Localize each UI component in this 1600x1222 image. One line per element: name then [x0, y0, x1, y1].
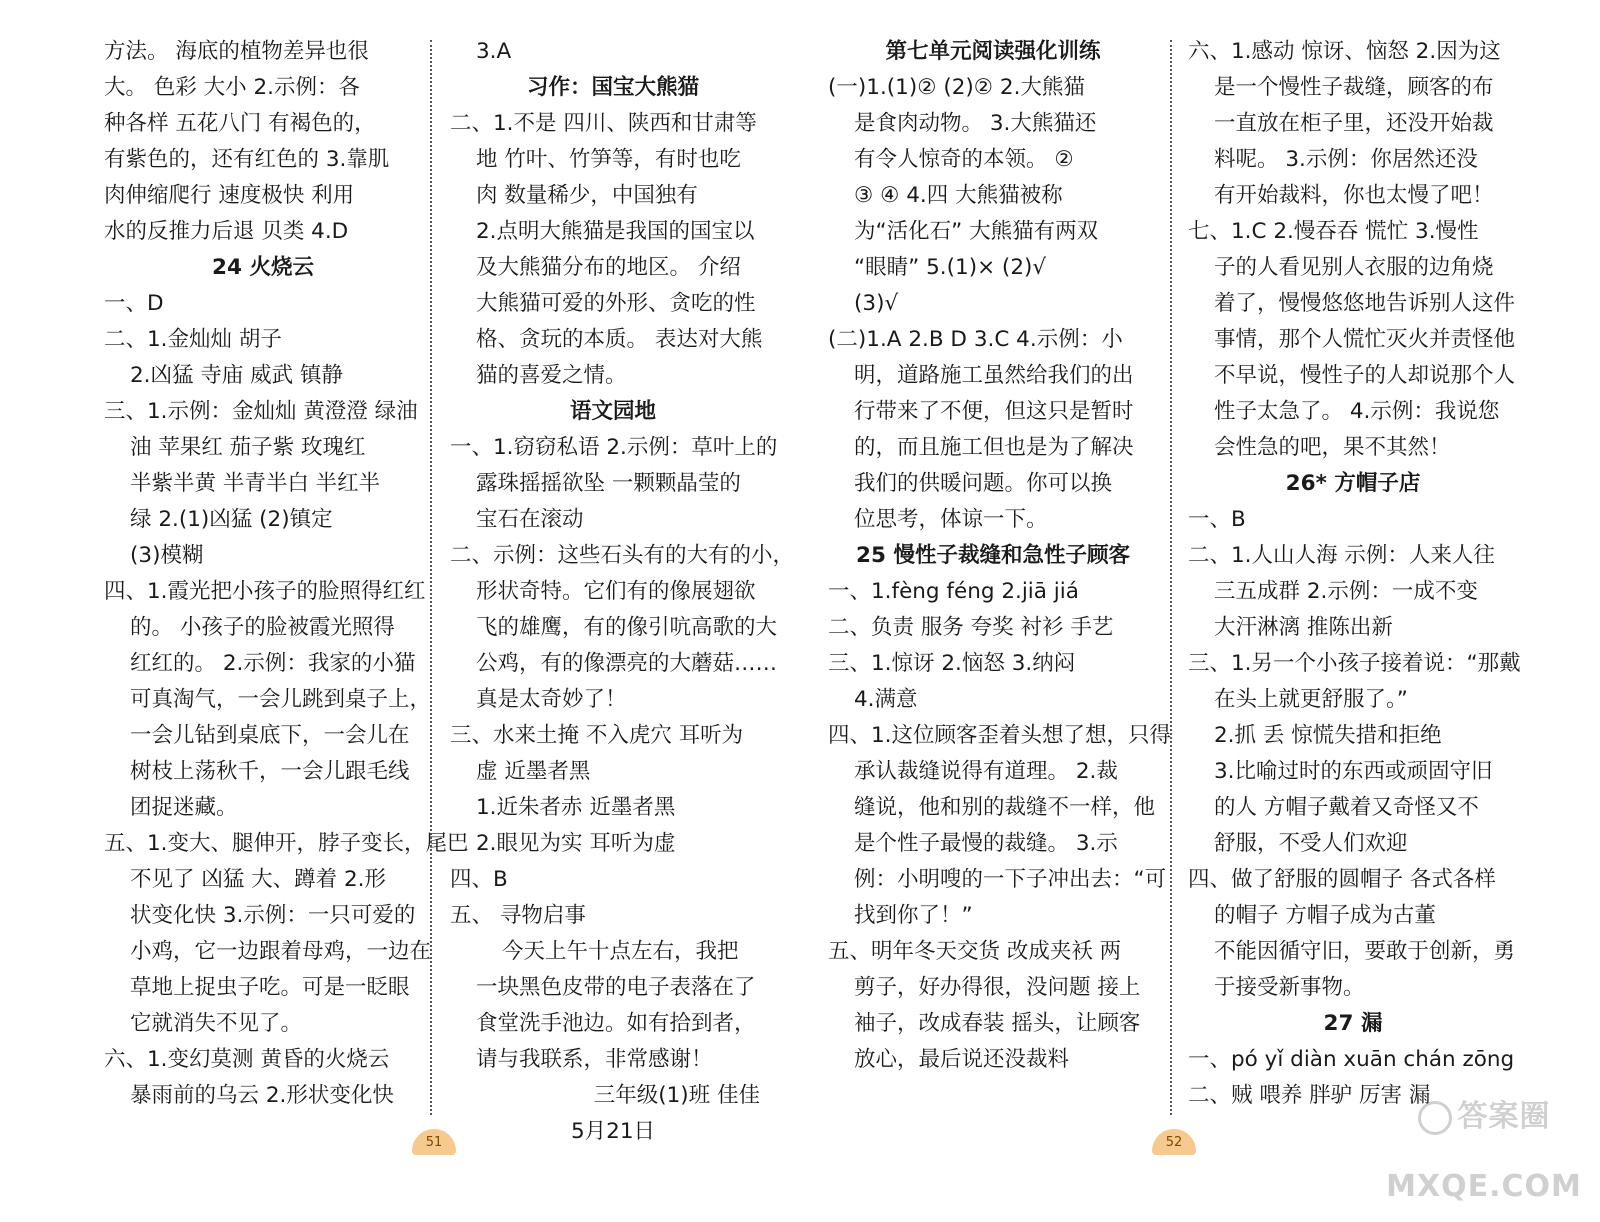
answer-line: 有紫色的，还有红色的 3.靠肌 [104, 147, 390, 172]
answer-line: 五、明年冬天交货 改成夹袄 两 [828, 939, 1122, 964]
answer-line: 一、1.fèng féng 2.jiā jiá [828, 579, 1079, 604]
answer-line: 袖子，改成春装 摇头，让顾客 [854, 1011, 1141, 1036]
answer-line: 宝石在滚动 [476, 507, 584, 532]
answer-line: 六、1.感动 惊讶、恼怒 2.因为这 [1188, 39, 1501, 64]
answer-line: 食堂洗手池边。如有拾到者， [476, 1011, 756, 1036]
answer-line: 三、1.惊讶 2.恼怒 3.纳闷 [828, 651, 1076, 676]
answer-line: 方法。 海底的植物差异也很 [104, 39, 369, 64]
answer-line: 不见了 凶猛 大、蹲着 2.形 [130, 867, 387, 892]
answer-line: 找到你了！” [854, 903, 973, 928]
answer-line: 它就消失不见了。 [130, 1011, 303, 1036]
section-heading: 24 火烧云 [212, 255, 314, 280]
answer-line: 二、1.人山人海 示例：人来人往 [1188, 543, 1495, 568]
answer-line: 五、1.变大、腿伸开，脖子变长，尾巴 [104, 831, 469, 856]
answer-line: 暴雨前的乌云 2.形状变化快 [130, 1083, 394, 1108]
answer-line: 位思考，体谅一下。 [854, 507, 1048, 532]
answer-line: 事情，那个人慌忙灭火并责怪他 [1214, 327, 1516, 352]
answer-line: 猫的喜爱之情。 [476, 363, 627, 388]
answer-line: 红红的。 2.示例：我家的小猫 [130, 651, 416, 676]
section-heading: 习作：国宝大熊猫 [526, 75, 699, 100]
answer-line: 大。 色彩 大小 2.示例：各 [104, 75, 361, 100]
answer-line: (一)1.(1)② (2)② 2.大熊猫 [828, 75, 1085, 100]
answer-line: 承认裁缝说得有道理。 2.裁 [854, 759, 1118, 784]
answer-line: 于接受新事物。 [1214, 975, 1365, 1000]
answer-line: 可真淘气，一会儿跳到桌子上， [130, 687, 432, 712]
answer-line: 半紫半黄 半青半白 半红半 [130, 471, 381, 496]
answer-line: 一、1.窃窃私语 2.示例：草叶上的 [450, 435, 778, 460]
answer-line: 六、1.变幻莫测 黄昏的火烧云 [104, 1047, 390, 1072]
answer-line: 肉 数量稀少，中国独有 [476, 183, 698, 208]
right-page-column-1 [828, 34, 1172, 1078]
answer-line: 五、 寻物启事 [450, 903, 586, 928]
watermark [1368, 1082, 1600, 1204]
answer-line: 是个性子最慢的裁缝。 3.示 [854, 831, 1118, 856]
answer-line: 请与我联系，非常感谢！ [476, 1047, 713, 1072]
answer-line: ③ ④ 4.四 大熊猫被称 [854, 183, 1063, 208]
answer-line: “眼睛” 5.(1)× (2)√ [854, 255, 1047, 280]
answer-line: 二、负责 服务 夸奖 衬衫 手艺 [828, 615, 1114, 640]
column-divider-left [430, 40, 432, 1115]
answer-line: 4.满意 [854, 687, 918, 712]
answer-line: 3.比喻过时的东西或顽固守旧 [1214, 759, 1493, 784]
answer-line: 2.凶猛 寺庙 威武 镇静 [130, 363, 344, 388]
answer-line: 格、贪玩的本质。 表达对大熊 [476, 327, 763, 352]
answer-line: 三、水来土掩 不入虎穴 耳听为 [450, 723, 744, 748]
answer-line: 形状奇特。它们有的像展翅欲 [476, 579, 756, 604]
section-heading: 语文园地 [569, 399, 656, 424]
answer-line: 放心，最后说还没裁料 [854, 1047, 1070, 1072]
answer-line: 是食肉动物。 3.大熊猫还 [854, 111, 1097, 136]
answer-line: 不早说，慢性子的人却说那个人 [1214, 363, 1516, 388]
answer-line: 油 苹果红 茄子紫 玫瑰红 [130, 435, 366, 460]
answer-line: 公鸡，有的像漂亮的大蘑菇…… [476, 651, 778, 676]
answer-line: 5月21日 [570, 1119, 656, 1144]
answer-line: 团捉迷藏。 [130, 795, 238, 820]
answer-line: 种各样 五花八门 有褐色的， [104, 111, 376, 136]
answer-line: 子的人看见别人衣服的边角烧 [1214, 255, 1494, 280]
answer-line: 在头上就更舒服了。” [1214, 687, 1408, 712]
answer-line: 三年级(1)班 佳佳 [593, 1083, 760, 1108]
answer-line: 的。 小孩子的脸被霞光照得 [130, 615, 395, 640]
answer-line: 四、1.霞光把小孩子的脸照得红红 [104, 579, 426, 604]
answer-line: 例：小明嗖的一下子冲出去：“可 [854, 867, 1167, 892]
page-number-right: 52 [1152, 1129, 1196, 1155]
answer-line: 二、贼 喂养 胖驴 厉害 漏 [1188, 1083, 1431, 1108]
answer-line: 四、做了舒服的圆帽子 各式各样 [1188, 867, 1496, 892]
watermark-text: 答案圈 MXQE.COM [1386, 1099, 1582, 1204]
page-number-left: 51 [412, 1129, 456, 1155]
answer-line: 料呢。 3.示例：你居然还没 [1214, 147, 1478, 172]
answer-line: 露珠摇摇欲坠 一颗颗晶莹的 [476, 471, 741, 496]
answer-line: 一、B [1188, 507, 1246, 532]
answer-line: 舒服，不受人们欢迎 [1214, 831, 1408, 856]
answer-line: 草地上捉虫子吃。可是一眨眼 [130, 975, 410, 1000]
answer-line: 及大熊猫分布的地区。 介绍 [476, 255, 741, 280]
answer-line: 七、1.C 2.慢吞吞 慌忙 3.慢性 [1188, 219, 1479, 244]
answer-line: 的人 方帽子戴着又奇怪又不 [1214, 795, 1479, 820]
answer-line: 小鸡，它一边跟着母鸡，一边在 [130, 939, 432, 964]
answer-line: 三五成群 2.示例：一成不变 [1214, 579, 1478, 604]
answer-line: 有开始裁料，你也太慢了吧！ [1214, 183, 1494, 208]
answer-line: (3)模糊 [130, 543, 204, 568]
section-heading: 26* 方帽子店 [1285, 471, 1421, 496]
section-heading: 25 慢性子裁缝和急性子顾客 [856, 543, 1130, 568]
answer-line: 2.点明大熊猫是我国的国宝以 [476, 219, 755, 244]
answer-line: 四、1.这位顾客歪着头想了想，只得 [828, 723, 1172, 748]
answer-line: 状变化快 3.示例：一只可爱的 [130, 903, 416, 928]
answer-line: 三、1.另一个小孩子接着说：“那戴 [1188, 651, 1521, 676]
answer-line: 性子太急了。 4.示例：我说您 [1214, 399, 1500, 424]
answer-line: 为“活化石” 大熊猫有两双 [854, 219, 1099, 244]
answer-line: 着了，慢慢悠悠地告诉别人这件 [1214, 291, 1516, 316]
answer-line: 大熊猫可爱的外形、贪吃的性 [476, 291, 756, 316]
answer-line: 水的反推力后退 贝类 4.D [104, 219, 349, 244]
answer-line: 一会儿钻到桌底下，一会儿在 [130, 723, 410, 748]
answer-line: 的帽子 方帽子成为古董 [1214, 903, 1436, 928]
answer-line: 今天上午十点左右，我把 [502, 939, 739, 964]
answer-line: 地 竹叶、竹笋等，有时也吃 [476, 147, 741, 172]
answer-line: 二、1.不是 四川、陕西和甘肃等 [450, 111, 757, 136]
answer-line: 二、示例：这些石头有的大有的小， [450, 543, 795, 568]
answer-line: 3.A [476, 39, 512, 64]
answer-line: 是一个慢性子裁缝，顾客的布 [1214, 75, 1494, 100]
answer-line: 明，道路施工虽然给我们的出 [854, 363, 1134, 388]
answer-line: 行带来了不便，但这只是暂时 [854, 399, 1134, 424]
answer-line: (二)1.A 2.B D 3.C 4.示例：小 [828, 327, 1123, 352]
answer-line: 我们的供暖问题。你可以换 [854, 471, 1113, 496]
answer-line: 一、D [104, 291, 164, 316]
answer-line: 绿 2.(1)凶猛 (2)镇定 [130, 507, 333, 532]
answer-line: 2.眼见为实 耳听为虚 [476, 831, 676, 856]
left-page-column-2 [450, 34, 795, 1150]
answer-line: 肉伸缩爬行 速度极快 利用 [104, 183, 355, 208]
section-heading: 第七单元阅读强化训练 [885, 39, 1101, 64]
answer-line: 一直放在柜子里，还没开始裁 [1214, 111, 1494, 136]
answer-line: 缝说，他和别的裁缝不一样，他 [854, 795, 1156, 820]
answer-line: 真是太奇妙了！ [476, 687, 627, 712]
answer-line: 二、1.金灿灿 胡子 [104, 327, 282, 352]
left-page-column-1 [104, 34, 469, 1114]
answer-line: 2.抓 丢 惊慌失措和拒绝 [1214, 723, 1442, 748]
answer-line: 飞的雄鹰，有的像引吭高歌的大 [476, 615, 778, 640]
answer-line: 剪子，好办得很，没问题 接上 [854, 975, 1141, 1000]
answer-line: 不能因循守旧，要敢于创新，勇 [1214, 939, 1516, 964]
section-heading: 27 漏 [1323, 1011, 1383, 1036]
right-page-column-2 [1188, 34, 1521, 1114]
answer-line: 虚 近墨者黑 [476, 759, 591, 784]
answer-line: 一块黑色皮带的电子表落在了 [476, 975, 756, 1000]
answer-line: 1.近朱者赤 近墨者黑 [476, 795, 676, 820]
answer-line: 四、B [450, 867, 508, 892]
watermark-logo-icon [1418, 1101, 1452, 1135]
column-divider-right [1170, 40, 1172, 1115]
answer-line: 的，而且施工但也是为了解决 [854, 435, 1134, 460]
answer-line: 三、1.示例：金灿灿 黄澄澄 绿油 [104, 399, 418, 424]
answer-line: 有令人惊奇的本领。 ② [854, 147, 1074, 172]
answer-line: 树枝上荡秋千，一会儿跟毛线 [130, 759, 410, 784]
answer-line: 会性急的吧，果不其然！ [1214, 435, 1451, 460]
answer-line: 一、pó yǐ diàn xuān chán zōng [1188, 1047, 1515, 1072]
answer-line: (3)√ [854, 291, 899, 316]
answer-line: 大汗淋漓 推陈出新 [1214, 615, 1393, 640]
